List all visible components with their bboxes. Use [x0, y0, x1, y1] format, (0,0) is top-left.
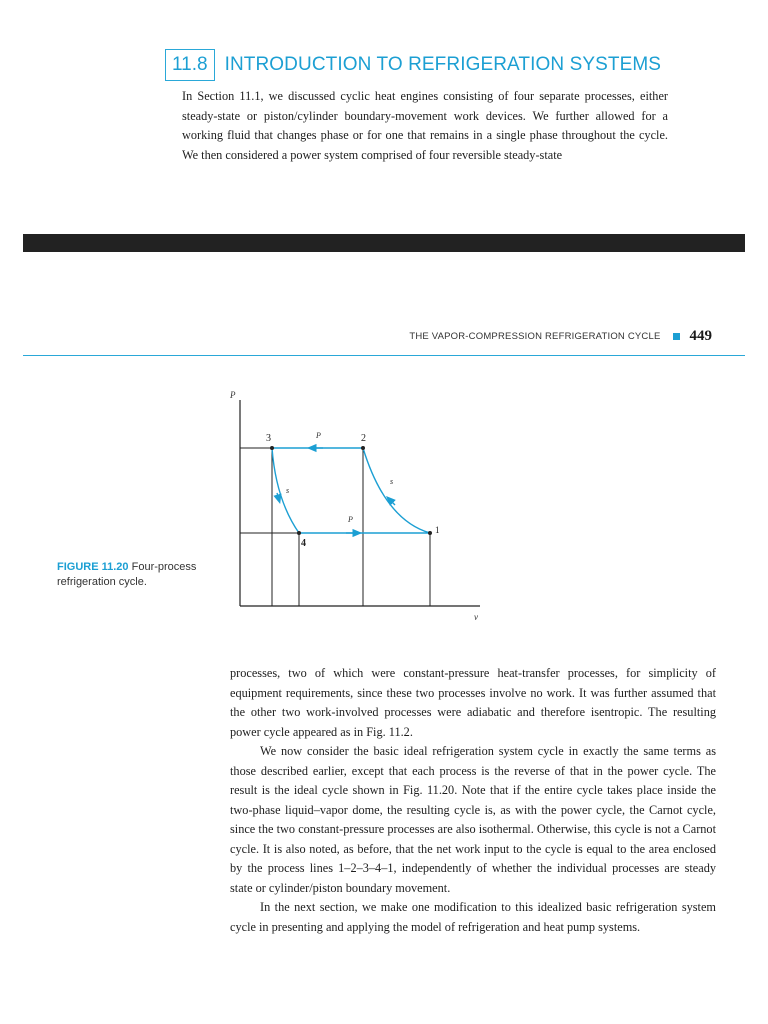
state-point-1 — [428, 531, 432, 535]
process-label-right: s — [390, 477, 394, 486]
y-axis-label: P — [230, 390, 236, 400]
process-label-left: s — [286, 486, 290, 495]
page-separator-band — [23, 234, 745, 252]
state-point-2 — [361, 446, 365, 450]
process-3-4 — [272, 448, 299, 533]
state-point-4 — [297, 531, 301, 535]
figure-caption-text: Four-process refrigeration cycle. — [57, 561, 197, 588]
body-paragraph-1: processes, two of which were constant-pressure heat-transfer processes, for simplicity of equipment requirements, since these two processes involve no work. It was further assumed that the other two work-involved processes were adiabatic and therefore isentropic. The resulting power cycle appeared as in Fig. 11.2. — [230, 666, 716, 739]
running-head — [409, 328, 712, 345]
arrow-3-4 — [277, 493, 279, 500]
x-axis-label: v — [474, 612, 478, 622]
figure-label: FIGURE 11.20 — [57, 561, 129, 573]
page-number: 449 — [689, 328, 712, 344]
section-heading — [165, 48, 661, 82]
body-text — [230, 664, 716, 937]
process-label-bottom: P — [348, 515, 353, 524]
figure-caption — [57, 560, 227, 590]
process-1-2 — [363, 448, 430, 533]
body-paragraph-2: We now consider the basic ideal refrigeration system cycle in exactly the same terms as those described earlier, except that each process is the reverse of that in the power cycle. The result is the ideal cycle shown in Fig. 11.20. Note that if the entire cycle takes place inside the two-phase liquid–vapor dome, the resulting cycle is, as with the power cycle, the Carnot cycle, since the two constant-pressure processes are also isothermal. Otherwise, this cycle is not a Carnot cycle. It is also noted, as before, that the net work input to the cycle is equal to the area enclosed by the process lines 1–2–3–4–1, independently of whether the individual processes are steady state or cylinder/piston boundary movement. — [230, 744, 716, 895]
process-label-top: P — [316, 431, 321, 440]
state-point-3 — [270, 446, 274, 450]
intro-paragraph: In Section 11.1, we discussed cyclic heat engines consisting of four separate processes, either steady-state or piston/cylinder boundary-movement work devices. We further allowed for a working fluid that changes phase or for one that remains in a single phase throughout the cycle. We then considered a power system comprised of four reversible steady-state — [182, 89, 668, 162]
section-title: INTRODUCTION TO REFRIGERATION SYSTEMS — [224, 54, 662, 75]
running-head-text: THE VAPOR-COMPRESSION REFRIGERATION CYCLE — [409, 331, 661, 342]
state-label-2: 2 — [361, 433, 366, 444]
header-rule — [23, 355, 745, 356]
state-label-3: 3 — [266, 433, 271, 444]
running-head-square-icon — [673, 333, 680, 340]
section-number: 11.8 — [165, 49, 215, 81]
state-label-4: 4 — [301, 538, 306, 549]
body-paragraph-3: In the next section, we make one modification to this idealized basic refrigeration system cycle in presenting and applying the model of refrigeration and heat pump systems. — [230, 900, 716, 934]
arrow-1-2 — [389, 499, 395, 505]
state-label-1: 1 — [435, 525, 440, 535]
